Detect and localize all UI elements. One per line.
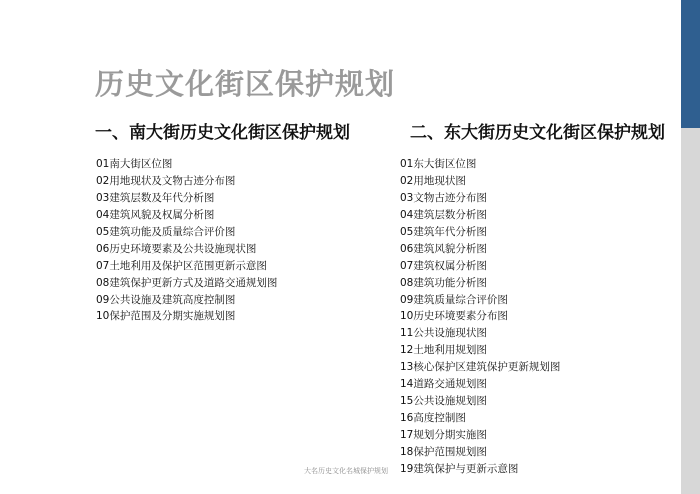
footer-caption: 大名历史文化名城保护规划 <box>304 467 388 475</box>
list-item: 01南大街区位图 <box>96 158 173 170</box>
list-item: 06历史环境要素及公共设施现状图 <box>96 242 257 255</box>
page-title: 历史文化街区保护规划 <box>95 67 396 101</box>
list-item: 09建筑质量综合评价图 <box>400 293 508 306</box>
list-item: 14道路交通规划图 <box>400 378 487 391</box>
list-item: 16高度控制图 <box>400 412 466 425</box>
list-item: 15公共设施规划图 <box>400 395 487 408</box>
list-item: 18保护范围规划图 <box>400 445 487 458</box>
east-street-drawing-list <box>400 156 560 478</box>
list-item: 04建筑风貌及权属分析图 <box>96 208 215 221</box>
list-item: 12土地利用规划图 <box>400 344 487 357</box>
list-item: 08建筑保护更新方式及道路交通规划图 <box>96 276 278 289</box>
list-item: 08建筑功能分析图 <box>400 276 487 289</box>
list-item: 06建筑风貌分析图 <box>400 242 487 255</box>
south-street-drawing-list <box>96 156 277 325</box>
list-item: 04建筑层数分析图 <box>400 208 487 221</box>
list-item: 05建筑功能及质量综合评价图 <box>96 225 236 238</box>
list-item: 05建筑年代分析图 <box>400 225 487 238</box>
list-item: 13核心保护区建筑保护更新规划图 <box>400 361 561 374</box>
list-item: 11公共设施现状图 <box>400 327 487 340</box>
list-item: 03建筑层数及年代分析图 <box>96 191 215 204</box>
section-heading-south-street: 一、南大街历史文化街区保护规划 <box>95 123 350 143</box>
list-item: 09公共设施及建筑高度控制图 <box>96 293 236 306</box>
section-heading-east-street: 二、东大街历史文化街区保护规划 <box>410 123 665 143</box>
side-bar-accent <box>681 0 700 128</box>
list-item: 10历史环境要素分布图 <box>400 310 508 323</box>
list-item: 19建筑保护与更新示意图 <box>400 462 519 475</box>
list-item: 02用地现状图 <box>400 174 466 187</box>
list-item: 07建筑权属分析图 <box>400 259 487 272</box>
list-item: 10保护范围及分期实施规划图 <box>96 310 236 323</box>
list-item: 02用地现状及文物古迹分布图 <box>96 174 236 187</box>
list-item: 01东大街区位图 <box>400 158 477 170</box>
list-item: 17规划分期实施图 <box>400 429 487 441</box>
list-item: 03文物古迹分布图 <box>400 191 487 204</box>
list-item: 07土地利用及保护区范围更新示意图 <box>96 259 267 272</box>
